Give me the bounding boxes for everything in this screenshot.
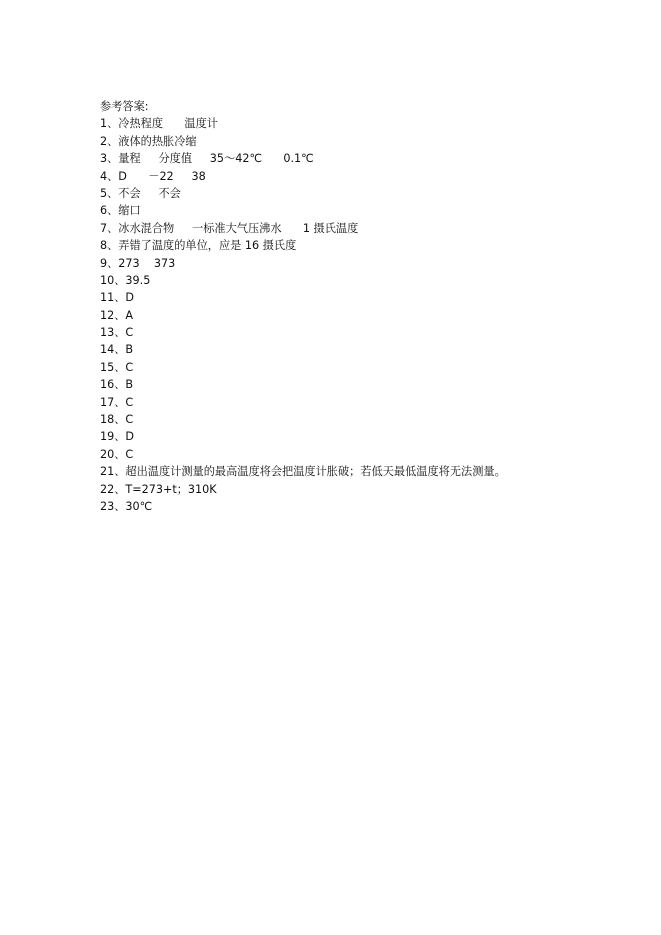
answer-line: 19、D bbox=[100, 430, 135, 444]
answer-line: 18、C bbox=[100, 413, 134, 427]
answer-line: 5、不会 不会 bbox=[100, 186, 181, 200]
answer-line: 13、C bbox=[100, 326, 134, 340]
answer-line: 17、C bbox=[100, 395, 134, 409]
answer-line: 23、30℃ bbox=[100, 499, 153, 513]
answer-line: 2、液体的热胀冷缩 bbox=[100, 134, 197, 148]
answer-line: 20、C bbox=[100, 447, 134, 461]
answer-line: 9、273 373 bbox=[100, 256, 176, 270]
answer-line: 4、D －22 38 bbox=[100, 169, 206, 183]
answer-line: 14、B bbox=[100, 343, 134, 357]
answer-line: 16、B bbox=[100, 378, 134, 392]
answer-line: 8、弄错了温度的单位，应是 16 摄氏度 bbox=[100, 239, 297, 253]
answer-line: 10、39.5 bbox=[100, 273, 151, 287]
answer-line: 22、T=273+t；310K bbox=[100, 482, 217, 496]
answer-line: 15、C bbox=[100, 360, 134, 374]
answer-line: 12、A bbox=[100, 308, 134, 322]
answer-line: 7、冰水混合物 一标准大气压沸水 1 摄氏温度 bbox=[100, 221, 359, 235]
answer-key bbox=[100, 98, 570, 515]
answer-line: 21、超出温度计测量的最高温度将会把温度计胀破；若低天最低温度将无法测量。 bbox=[100, 465, 506, 479]
answer-line: 3、量程 分度值 35～42℃ 0.1℃ bbox=[100, 152, 314, 166]
answer-line: 6、缩口 bbox=[100, 204, 141, 218]
answer-line: 1、冷热程度 温度计 bbox=[100, 117, 218, 131]
answer-key-heading: 参考答案: bbox=[100, 100, 149, 113]
answer-line: 11、D bbox=[100, 291, 135, 305]
